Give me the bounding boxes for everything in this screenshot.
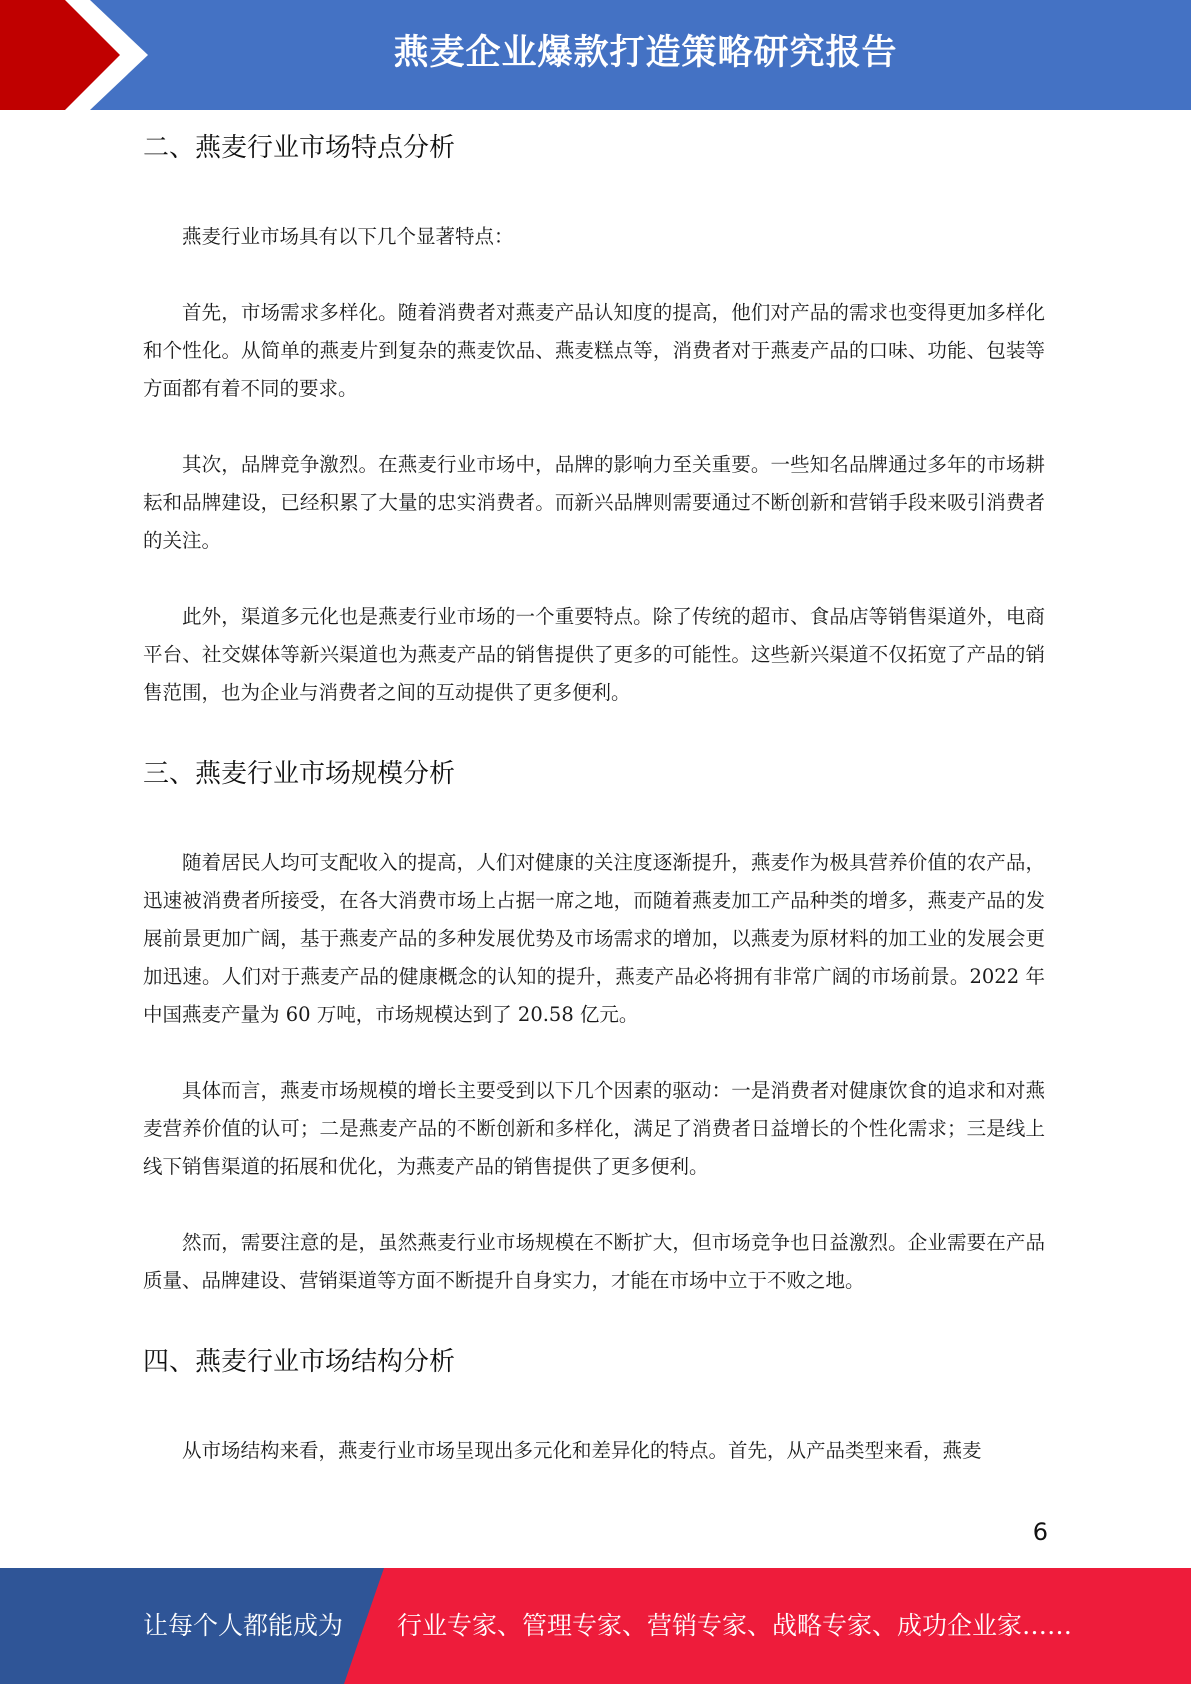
main-content <box>143 128 1045 1470</box>
section-heading-market-size: 三、燕麦行业市场规模分析 <box>143 759 456 789</box>
paragraph: 从市场结构来看，燕麦行业市场呈现出多元化和差异化的特点。首先，从产品类型来看，燕麦 <box>182 1439 982 1462</box>
paragraph: 首先，市场需求多样化。随着消费者对燕麦产品认知度的提高，他们对产品的需求也变得更加多样化和个性化。从简单的燕麦片到复杂的燕麦饮品、燕麦糕点等，消费者对于燕麦产品的口味、功能、包装等方面都有着不同的要求。 <box>143 301 1045 400</box>
section-heading-market-structure: 四、燕麦行业市场结构分析 <box>143 1347 456 1377</box>
page-header <box>0 0 1191 110</box>
paragraph: 燕麦行业市场具有以下几个显著特点： <box>182 225 514 248</box>
paragraph: 随着居民人均可支配收入的提高，人们对健康的关注度逐渐提升，燕麦作为极具营养价值的农产品，迅速被消费者所接受，在各大消费市场上占据一席之地，而随着燕麦加工产品种类的增多，燕麦产品的发展前景更加广阔，基于燕麦产品的多种发展优势及市场需求的增加，以燕麦为原材料的加工业的发展会更加迅速。人们对于燕麦产品的健康概念的认知的提升，燕麦产品必将拥有非常广阔的市场前景。2022 年中国燕麦产量为 60 万吨，市场规模达到了 20.58 亿元。 <box>143 851 1045 1026</box>
paragraph: 然而，需要注意的是，虽然燕麦行业市场规模在不断扩大，但市场竞争也日益激烈。企业需要在产品质量、品牌建设、营销渠道等方面不断提升自身实力，才能在市场中立于不败之地。 <box>143 1231 1045 1292</box>
page-number: 6 <box>1032 1518 1048 1546</box>
footer-slogan-right: 行业专家、管理专家、营销专家、战略专家、成功企业家…… <box>397 1611 1073 1640</box>
footer-slogan-left: 让每个人都能成为 <box>143 1611 344 1640</box>
header-chevron-decoration <box>0 0 150 110</box>
paragraph: 其次，品牌竞争激烈。在燕麦行业市场中，品牌的影响力至关重要。一些知名品牌通过多年的市场耕耘和品牌建设，已经积累了大量的忠实消费者。而新兴品牌则需要通过不断创新和营销手段来吸引消费者的关注。 <box>143 453 1045 552</box>
section-heading-features: 二、燕麦行业市场特点分析 <box>143 133 456 163</box>
report-title: 燕麦企业爆款打造策略研究报告 <box>393 33 898 73</box>
paragraph: 此外，渠道多元化也是燕麦行业市场的一个重要特点。除了传统的超市、食品店等销售渠道外，电商平台、社交媒体等新兴渠道也为燕麦产品的销售提供了更多的可能性。这些新兴渠道不仅拓宽了产品的销售范围，也为企业与消费者之间的互动提供了更多便利。 <box>143 605 1045 704</box>
page-footer <box>0 1568 1191 1684</box>
paragraph: 具体而言，燕麦市场规模的增长主要受到以下几个因素的驱动：一是消费者对健康饮食的追求和对燕麦营养价值的认可；二是燕麦产品的不断创新和多样化，满足了消费者日益增长的个性化需求；三是线上线下销售渠道的拓展和优化，为燕麦产品的销售提供了更多便利。 <box>143 1079 1045 1178</box>
